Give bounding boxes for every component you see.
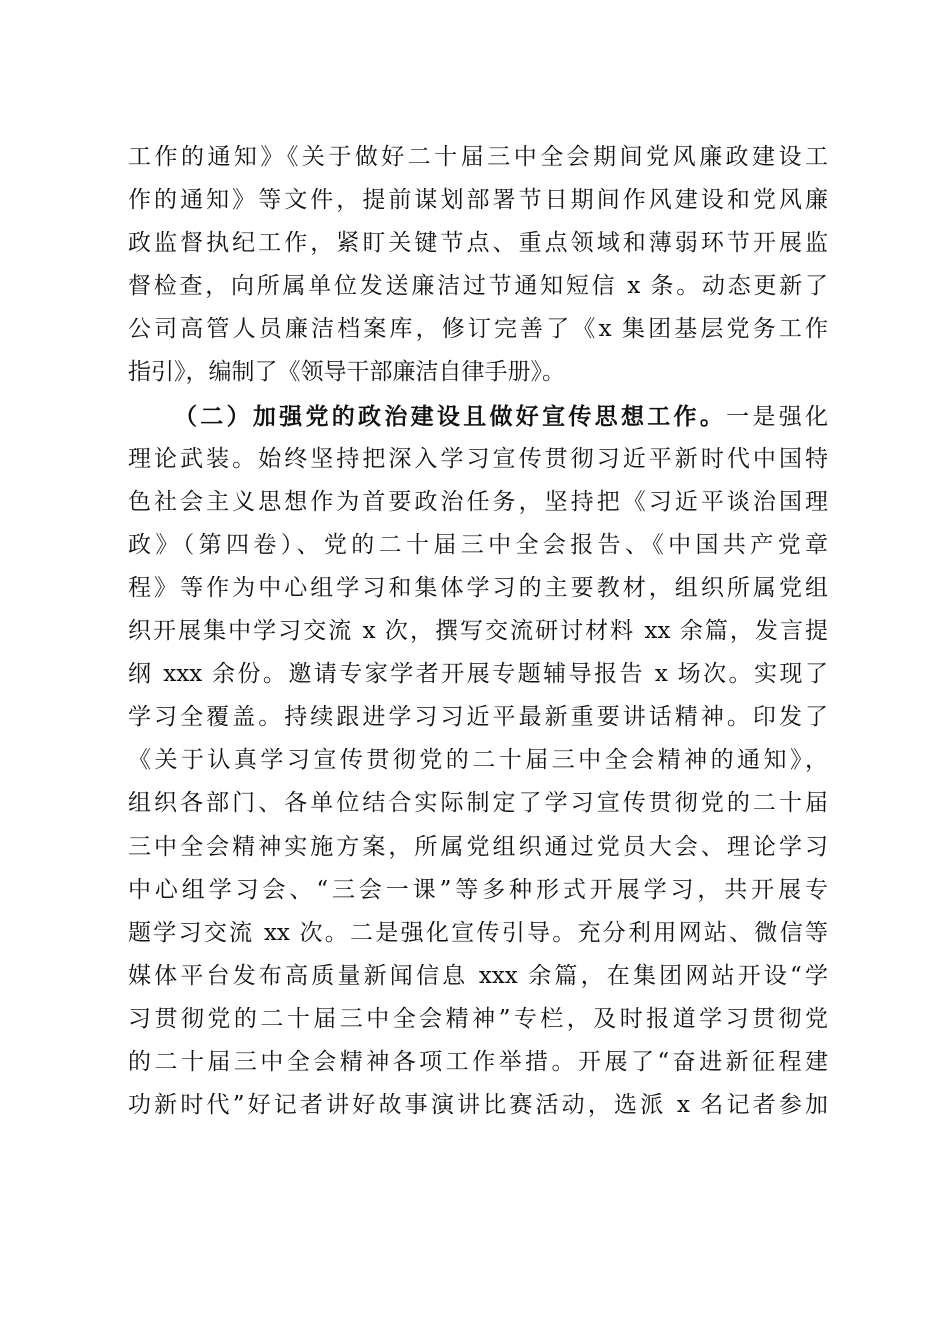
paragraph-2-line: 程》等作为中心组学习和集体学习的主要教材，组织所属党组 [128, 574, 828, 601]
paragraph-2-first-line [128, 395, 828, 438]
paragraph-1 [128, 136, 828, 395]
paragraph-2-line: 纲 xxx 余份。邀请专家学者开展专题辅导报告 x 场次。实现了 [128, 661, 828, 688]
paragraph-2 [128, 395, 828, 1128]
paragraph-2-line: 政》（第四卷）、党的二十届三中全会报告、《中国共产党章 [128, 531, 828, 558]
paragraph-2-line: 织开展集中学习交流 x 次，撰写交流研讨材料 xx 余篇，发言提 [128, 618, 828, 645]
paragraph-1-line: 作的通知》等文件，提前谋划部署节日期间作风建设和党风廉 [128, 187, 828, 214]
paragraph-1-line: 公司高管人员廉洁档案库，修订完善了《x 集团基层党务工作 [128, 316, 828, 343]
paragraph-1-line: 政监督执纪工作，紧盯关键节点、重点领域和薄弱环节开展监 [128, 230, 828, 257]
paragraph-2-line: 理论武装。始终坚持把深入学习宣传贯彻习近平新时代中国特 [128, 445, 828, 472]
section-heading: （二）加强党的政治建设且做好宣传思想工作。 [174, 402, 727, 430]
paragraph-2-line: 媒体平台发布高质量新闻信息 xxx 余篇，在集团网站开设“学 [128, 962, 828, 989]
paragraph-1-line: 督检查，向所属单位发送廉洁过节通知短信 x 条。动态更新了 [128, 273, 828, 300]
paragraph-2-line: 色社会主义思想作为首要政治任务，坚持把《习近平谈治国理 [128, 488, 828, 515]
paragraph-2-line: 习贯彻党的二十届三中全会精神”专栏，及时报道学习贯彻党 [128, 1005, 828, 1032]
paragraph-2-line: 题学习交流 xx 次。二是强化宣传引导。充分利用网站、微信等 [128, 919, 828, 946]
document-body [128, 136, 828, 1127]
paragraph-1-line: 工作的通知》《关于做好二十届三中全会期间党风廉政建设工 [128, 144, 828, 170]
paragraph-2-line: 学习全覆盖。持续跟进学习习近平最新重要讲话精神。印发了 [128, 704, 828, 731]
paragraph-2-line: 的二十届三中全会精神各项工作举措。开展了“奋进新征程建 [128, 1048, 828, 1075]
paragraph-1-line: 指引》，编制了《领导干部廉洁自律手册》。 [128, 359, 565, 386]
paragraph-2-line: 功新时代”好记者讲好故事演讲比赛活动，选派 x 名记者参加 [128, 1092, 828, 1119]
paragraph-2-first-line-rest: 一是强化 [726, 403, 828, 430]
paragraph-2-line: 三中全会精神实施方案，所属党组织通过党员大会、理论学习 [128, 833, 828, 860]
paragraph-2-line: 中心组学习会、“三会一课”等多种形式开展学习，共开展专 [128, 876, 828, 903]
paragraph-2-line: 组织各部门、各单位结合实际制定了学习宣传贯彻党的二十届 [128, 790, 828, 817]
paragraph-2-line: 《关于认真学习宣传贯彻党的二十届三中全会精神的通知》， [128, 747, 828, 774]
